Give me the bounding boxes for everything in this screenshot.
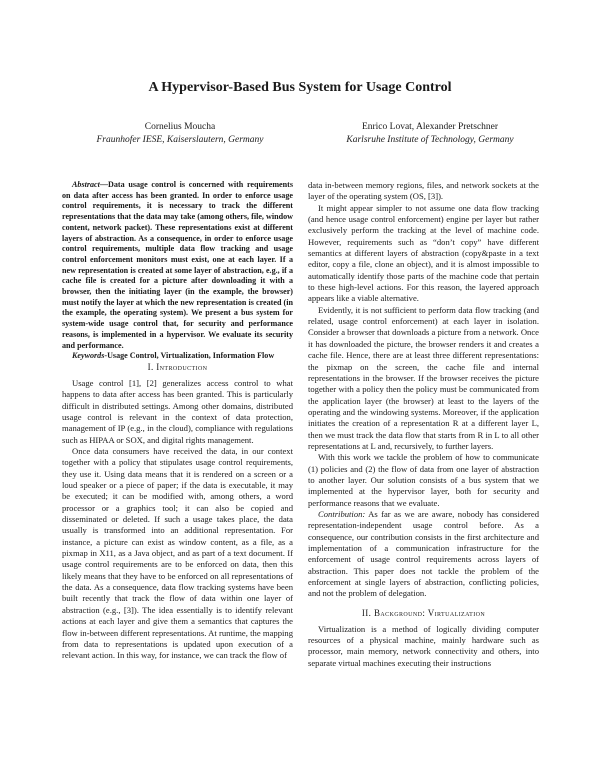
author-block-right (310, 121, 550, 146)
abstract-text: —Data usage control is concerned with requirements on data after access has been granted. In order to enforce usage control requirements, it is necessary to track the different representations that the data may take (among others, file, window content, network packet). These representations exist at different layers of abstraction. As a consequence, in order to enforce usage control requirements, multiple data flow tracking and usage control enforcement monitors must exist, one at each layer. If a new representation is created at some layer of abstraction, e.g., if a cache file is created for a picture after downloading it with a browser, then the initiating layer (in the example, the browser) must notify the layer at which the new representation is created (in the example, the operating system). We present a bus system for system-wide usage control that, for security and performance reasons, is implemented in a hypervisor. We evaluate its security and performance. (62, 180, 293, 350)
left-column (62, 180, 293, 662)
author-affiliation: Karlsruhe Institute of Technology, Germany (346, 134, 514, 145)
author-names: Enrico Lovat, Alexander Pretschner (361, 122, 499, 132)
intro-paragraph: Usage control [1], [2] generalizes access control to what happens to data after access has been granted. This is particularly difficult in distributed settings. Among other domains, distributed usage control is relevant in the context of data protection, management of IP (e.g., in the cloud), compliance with regulations such as HIPAA or SOX, and digital rights management. (62, 377, 293, 445)
abstract (62, 180, 293, 351)
section-heading-introduction (62, 362, 293, 373)
body-paragraph: data in-between memory regions, files, and network sockets at the layer of the operating system (OS, [3]). (308, 180, 539, 202)
section-heading-background (308, 608, 539, 619)
body-paragraph: It might appear simpler to not assume one data flow tracking (and hence usage control enforcement) engine per layer but rather exclusively perform the tracking at the level of machine code. However, requirements such as “don’t copy” have different semantics at different layers of abstraction (copy&paste in a text editor, copy a file, clone an object), and it is almost impossible to automatically identify those parts of the machine code that pertain to these high-level actions. For this reason, the layered approach appears like a viable alternative. (308, 202, 539, 304)
keywords-lead: Keywords (72, 351, 105, 361)
section-number: I. (147, 361, 154, 372)
background-paragraph: Virtualization is a method of logically dividing computer resources of a physical machine, mainly hardware such as processor, main memory, network connectivity and others, into separate virtual machines executing their instructions (308, 623, 539, 668)
author-names: Cornelius Moucha (144, 122, 216, 132)
right-column (308, 180, 539, 669)
section-title: Background: Virtualization (373, 607, 486, 618)
contribution-paragraph (308, 509, 539, 600)
keywords-text: -Usage Control, Virtualization, Information Flow (104, 351, 275, 361)
abstract-lead: Abstract (72, 180, 100, 189)
paper-title: A Hypervisor-Based Bus System for Usage Control (148, 80, 452, 95)
section-title: Introduction (156, 361, 208, 372)
author-block-left (70, 121, 290, 146)
contribution-lead: Contribution: (318, 508, 366, 519)
body-paragraph: With this work we tackle the problem of how to communicate (1) policies and (2) the flow of data from one layer of abstraction to another layer. Our solution consists of a bus system that we implemented at the hypervisor layer, both for security and performance reasons that we evaluate. (308, 452, 539, 508)
author-affiliation: Fraunhofer IESE, Kaiserslautern, Germany (96, 134, 264, 145)
intro-paragraph: Once data consumers have received the data, in our context together with a policy that stipulates usage control requirements, they use it. Using data means that it is rendered on a screen or a loud speaker or a piece of paper; if the data is executable, it may be executed; it can be modified with, among others, a word processor or a graphics tool; it can also be copied and disseminated or deleted. If such a usage takes place, the data usually is transformed into an additional representation. For instance, a picture can exist as window content, as a file, as a pixmap in X11, as a Java object, and as part of a text document. If usage control requirements are to be enforced on data, then this likely means that they have to be enforced on all representations of the data. As a consequence, data flow tracking systems have been built recently that track the flow of data within one layer of abstraction (e.g., [3]). The idea essentially is to identify relevant actions at each layer and give them a semantics that captures the flow in-between different representations. At runtime, the mapping from data to representations is updated upon execution of a relevant action. In this way, for instance, we can track the flow of (62, 446, 293, 661)
contribution-text: As far as we are aware, nobody has considered representation-independent usage control before. As a consequence, our contribution consists in the first architecture and implementation of a communication infrastructure for the enforcement of usage control requirements across layers of abstraction. This paper does not tackle the problem of the enforcement at single layers of abstraction, conflicting policies, and not the problem of delegation. (308, 508, 539, 599)
section-number: II. (361, 607, 372, 618)
keywords (62, 351, 293, 362)
body-paragraph: Evidently, it is not sufficient to perform data flow tracking (and related, usage control enforcement) at each layer in isolation. Consider a browser that downloads a picture from a network. Once it has downloaded the picture, the browser renders it and creates a cache file. Hence, there are at least three different representations: the pixmap on the screen, the cache file and internal representations in the browser. If the browser receives the picture together with a policy then the policy must be communicated from the application layer (the browser) at least to the layers of the operating and the windowing systems. Moreover, if the application initiates the creation of a representation R at a different layer L, then we must track the data flow that starts from R in L to all other representations at L and, recursively, to further layers. (308, 304, 539, 451)
